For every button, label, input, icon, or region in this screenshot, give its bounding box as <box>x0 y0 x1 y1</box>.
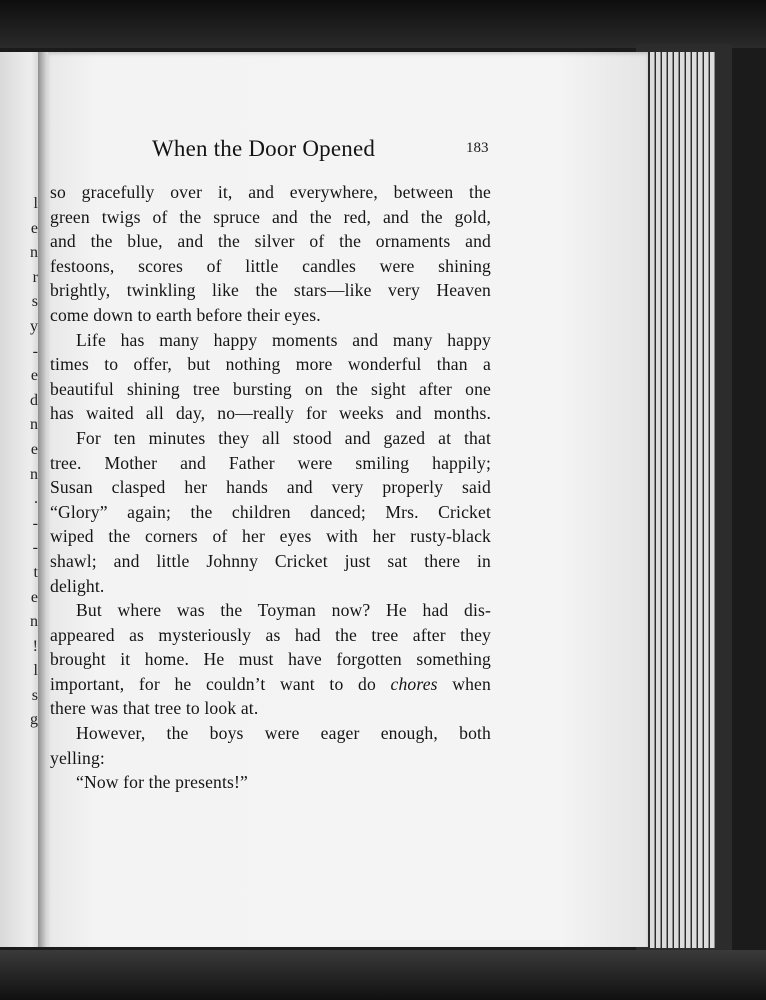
scan-background-bottom <box>0 950 766 1000</box>
text-line: But where was the Toyman now? He had dis- <box>76 600 491 621</box>
edge-letter: g <box>30 711 38 729</box>
text-line: For ten minutes they all stood and gazed at that <box>76 427 491 448</box>
text-segment: important, for he couldn’t want to do <box>50 673 376 694</box>
page-sheet <box>710 52 715 948</box>
text-line: has waited all day, no—really for weeks and months. <box>50 403 491 424</box>
text-line: appeared as mysteriously as had the tree after they <box>50 624 491 645</box>
edge-letter: . <box>34 490 38 508</box>
running-head <box>48 136 648 166</box>
page-body-text <box>50 180 491 795</box>
edge-letter: s <box>31 686 38 704</box>
text-line-with-emphasis <box>50 672 491 697</box>
text-line: and the blue, and the silver of the ornaments and <box>50 231 491 252</box>
text-line: come down to earth before their eyes. <box>50 304 321 325</box>
text-line: beautiful shining tree bursting on the sight after one <box>50 378 491 399</box>
edge-letter: n <box>30 465 38 483</box>
text-line: Susan clasped her hands and very properly said <box>50 477 491 498</box>
edge-letter: e <box>30 440 38 458</box>
text-segment: when <box>452 673 491 694</box>
edge-letter: n <box>30 244 38 262</box>
edge-letter: l <box>33 662 38 680</box>
text-line: so gracefully over it, and everywhere, between the <box>50 182 491 202</box>
edge-letter: n <box>30 416 38 434</box>
scan-background-top <box>0 0 766 48</box>
edge-letter: s <box>31 293 38 311</box>
text-line: wiped the corners of her eyes with her rusty-black <box>50 526 491 547</box>
page-sheet <box>668 52 673 948</box>
text-line: However, the boys were eager enough, both <box>76 723 491 744</box>
edge-letter: n <box>30 613 38 631</box>
edge-letter: r <box>32 268 38 286</box>
edge-letter: t <box>33 563 38 581</box>
text-line: tree. Mother and Father were smiling happily; <box>50 452 491 473</box>
edge-letter: - <box>32 514 38 532</box>
edge-letter: e <box>30 588 38 606</box>
text-line: yelling: <box>50 747 105 768</box>
book-page <box>48 52 648 947</box>
text-line: Life has many happy moments and many happy <box>76 329 491 350</box>
text-line: shawl; and little Johnny Cricket just sat there in <box>50 550 491 571</box>
edge-letter: d <box>30 391 38 409</box>
emphasis-word: chores <box>390 673 438 694</box>
edge-letter: e <box>30 219 38 237</box>
edge-letter: y <box>30 317 38 335</box>
edge-letter: l <box>33 195 38 212</box>
left-page-cut-off-letters <box>30 192 38 733</box>
page-sheet <box>704 52 709 948</box>
text-line: green twigs of the spruce and the red, and the gold, <box>50 206 491 227</box>
edge-letter: - <box>32 539 38 557</box>
page-sheet <box>650 52 655 948</box>
page-sheet <box>674 52 679 948</box>
text-line: there was that tree to look at. <box>50 698 259 719</box>
edge-letter: - <box>32 342 38 360</box>
page-sheet <box>680 52 685 948</box>
chapter-title: When the Door Opened <box>152 136 376 161</box>
page-sheet <box>656 52 661 948</box>
text-line: times to offer, but nothing more wonderful than a <box>50 354 491 375</box>
page-number: 183 <box>466 140 489 156</box>
text-line: brought it home. He must have forgotten something <box>50 649 491 670</box>
page-sheet <box>686 52 691 948</box>
text-line: brightly, twinkling like the stars—like very Heaven <box>50 280 491 301</box>
text-line: festoons, scores of little candles were shining <box>50 255 491 276</box>
page-sheet <box>698 52 703 948</box>
edge-letter: e <box>30 367 38 385</box>
page-sheet <box>662 52 667 948</box>
page-stack-edge <box>636 44 732 954</box>
text-line: “Glory” again; the children danced; Mrs. Cricket <box>50 501 491 522</box>
text-line: delight. <box>50 575 105 596</box>
edge-letter: ! <box>32 637 38 655</box>
page-sheet <box>692 52 697 948</box>
text-line: “Now for the presents!” <box>76 772 248 793</box>
